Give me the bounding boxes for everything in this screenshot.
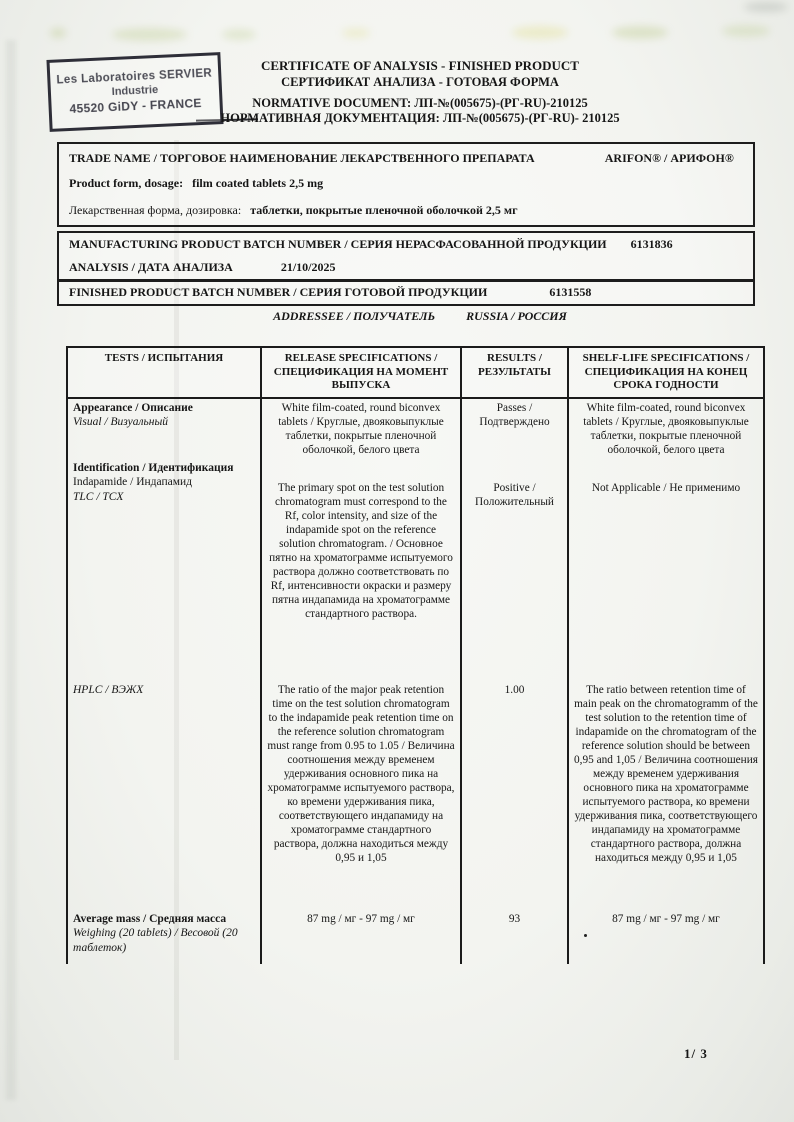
spacer bbox=[244, 203, 247, 217]
addressee-line bbox=[95, 309, 745, 324]
test-cell-appearance bbox=[68, 399, 262, 459]
header-results: RESULTS / РЕЗУЛЬТАТЫ bbox=[462, 348, 569, 397]
header-shelf-life-specifications: SHELF-LIFE SPECIFICATIONS / СПЕЦИФИКАЦИЯ НА КОНЕЦ СРОКА ГОДНОСТИ bbox=[582, 352, 750, 391]
finished-batch-box bbox=[57, 280, 755, 306]
trade-name-label: TRADE NAME / ТОРГОВОЕ НАИМЕНОВАНИЕ ЛЕКАРСТВЕННОГО ПРЕПАРАТА bbox=[69, 151, 535, 165]
product-form-label-en: Product form, dosage: bbox=[69, 176, 184, 190]
scan-smudge bbox=[744, 2, 788, 12]
manufacturing-batch-label: MANUFACTURING PRODUCT BATCH NUMBER / СЕРИЯ НЕРАСФАСОВАННОЙ ПРОДУКЦИИ bbox=[69, 237, 607, 251]
scan-edge-band bbox=[6, 40, 16, 1100]
product-form-label-ru: Лекарственная форма, дозировка: bbox=[69, 203, 242, 217]
shelf-spec-average-mass: 87 mg / мг - 97 mg / мг bbox=[612, 912, 720, 925]
stamp-industrie-line: Industrie bbox=[111, 83, 159, 99]
test-method: Weighing (20 tablets) / Весовой (20 таблеток) bbox=[73, 927, 238, 954]
document-title-en: CERTIFICATE OF ANALYSIS - FINISHED PRODUCT bbox=[261, 58, 579, 73]
addressee-label: ADDRESSEE / ПОЛУЧАТЕЛЬ bbox=[273, 309, 436, 323]
stamp-company-line: Les Laboratoires SERVIER bbox=[56, 67, 213, 87]
table-header-row bbox=[66, 346, 765, 399]
trade-name-value: ARIFON® / АРИФОН® bbox=[604, 151, 734, 165]
scan-smudge bbox=[50, 28, 66, 38]
product-form-line-en bbox=[69, 176, 743, 191]
specifications-table bbox=[66, 346, 765, 964]
header-release-specifications: RELEASE SPECIFICATIONS / СПЕЦИФИКАЦИЯ НА МОМЕНТ ВЫПУСКА bbox=[262, 348, 462, 397]
spacer bbox=[186, 176, 189, 190]
release-spec-appearance: White film-coated, round biconvex tablets / Круглые, двояковыпуклые таблетки, покрытые пленочной оболочкой, белого цвета bbox=[262, 399, 462, 459]
trade-name-line bbox=[69, 151, 743, 166]
scan-smudge bbox=[222, 29, 256, 40]
test-method: Visual / Визуальный bbox=[73, 416, 169, 428]
test-cell-identification-tlc bbox=[68, 459, 262, 679]
test-substance: Indapamide / Индапамид bbox=[73, 476, 193, 488]
document-header bbox=[95, 58, 745, 126]
trade-name-box bbox=[57, 142, 755, 227]
test-name: Appearance / Описание bbox=[73, 401, 193, 414]
scan-smudge bbox=[112, 28, 187, 41]
release-spec-average-mass: 87 mg / мг - 97 mg / мг bbox=[262, 908, 462, 964]
product-form-line-ru bbox=[69, 203, 743, 218]
result-appearance: Passes / Подтверждено bbox=[462, 399, 569, 459]
stamp-address-line: 45520 GiDY - FRANCE bbox=[69, 95, 202, 116]
normative-document-en: NORMATIVE DOCUMENT: ЛП-№(005675)-(РГ-RU)-210125 bbox=[252, 96, 588, 110]
header-tests: TESTS / ИСПЫТАНИЯ bbox=[68, 348, 262, 397]
test-method: TLC / ТСХ bbox=[73, 490, 124, 503]
shelf-spec-hplc: The ratio between retention time of main peak on the chromatogramm of the test solution to the retention time of indapamide on the chromatogram of the reference solution should be between 0,95 and 1,05 / Величина соотношения между временем удерживания основного пика на хроматограмме испытуемого раствора, ко времени удерживания пика, соответствующего индапамиду на хроматограмме стандартного раствора, должна находиться между 0,95 и 1,05 bbox=[574, 683, 758, 864]
table-row bbox=[66, 399, 765, 459]
scan-smudge bbox=[512, 26, 568, 39]
table-row bbox=[66, 459, 765, 679]
result-tlc: Positive / Положительный bbox=[462, 459, 569, 679]
table-row bbox=[66, 908, 765, 964]
scan-smudge bbox=[722, 25, 770, 37]
finished-batch-label: FINISHED PRODUCT BATCH NUMBER / СЕРИЯ ГОТОВОЙ ПРОДУКЦИИ bbox=[69, 285, 488, 299]
test-method: HPLC / ВЭЖХ bbox=[73, 683, 144, 696]
result-average-mass: 93 bbox=[462, 908, 569, 964]
analysis-date-label: ANALYSIS / ДАТА АНАЛИЗА bbox=[69, 260, 233, 274]
document-title-ru: СЕРТИФИКАТ АНАЛИЗА - ГОТОВАЯ ФОРМА bbox=[281, 75, 559, 89]
shelf-spec-tlc: Not Applicable / Не применимо bbox=[591, 481, 741, 494]
finished-batch-value: 6131558 bbox=[549, 285, 592, 299]
finished-batch-line bbox=[69, 285, 743, 300]
manufacturing-batch-box bbox=[57, 231, 755, 281]
shelf-spec-appearance: White film-coated, round biconvex tablets / Круглые, двояковыпуклые таблетки, покрытые пленочной оболочкой, белого цвета bbox=[583, 401, 749, 456]
manufacturing-batch-line bbox=[69, 237, 743, 252]
release-spec-hplc: The ratio of the major peak retention time on the test solution chromatogram to the indapamide peak retention time on the reference solution chromatogram must range from 0.95 to 1.05 / Величина соотношения между временем удерживания основного пика на хроматограмме испытуемого раствора, ко времени удерживания пика, соответствующего индапамиду на хроматограмме стандартного раствора, должна находиться между 0,95 и 1,05 bbox=[262, 679, 462, 908]
test-cell-hplc bbox=[68, 679, 262, 908]
analysis-date-value: 21/10/2025 bbox=[280, 260, 336, 274]
addressee-value: RUSSIA / РОССИЯ bbox=[466, 309, 567, 323]
test-cell-average-mass bbox=[68, 908, 262, 964]
test-name: Average mass / Средняя масса bbox=[73, 912, 227, 925]
test-name: Identification / Идентификация bbox=[73, 461, 234, 474]
page-number: 1/ 3 bbox=[684, 1046, 708, 1061]
table-row bbox=[66, 679, 765, 908]
analysis-date-line bbox=[69, 260, 743, 275]
product-form-value-en: film coated tablets 2,5 mg bbox=[192, 176, 324, 190]
manufacturing-batch-value: 6131836 bbox=[630, 237, 673, 251]
scan-smudge bbox=[612, 26, 668, 39]
release-spec-tlc: The primary spot on the test solution chromatogram must correspond to the Rf, color intensity, and size of the indapamide spot on the reference solution chromatogram. / Основное пятно на хроматограмме испытуемого раствора должно соответствовать по Rf, интенсивности окраски и размеру пятна индапамида на хроматограмме стандартного раствора. bbox=[262, 459, 462, 679]
scan-smudge bbox=[342, 28, 370, 38]
product-form-value-ru: таблетки, покрытые пленочной оболочкой 2,5 мг bbox=[250, 203, 518, 217]
result-hplc: 1.00 bbox=[462, 679, 569, 908]
normative-document-ru: НОРМАТИВНАЯ ДОКУМЕНТАЦИЯ: ЛП-№(005675)-(РГ-RU)- 210125 bbox=[220, 111, 620, 125]
